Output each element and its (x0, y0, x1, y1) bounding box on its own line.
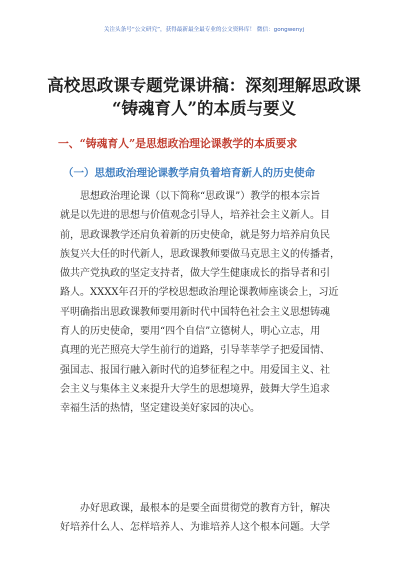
body-paragraph-1 (60, 187, 360, 419)
paragraph-line: 前，思政课教学还肩负着新的历史使命，就是努力培养肩负民 (60, 229, 330, 241)
paragraph-line: 族复兴大任的时代新人，思政课教师要做马克思主义的传播者， (60, 248, 340, 260)
paragraph-line: 幸福生活的热情，坚定建设美好家园的决心。 (60, 403, 260, 415)
paragraph-line: 育人的历史使命，要用“四个自信”立德树人，明心立志，用 (60, 326, 321, 338)
paragraph-line: 真理的光芒照亮大学生前行的道路，引导莘莘学子把爱国情、 (60, 345, 330, 357)
title-line-2: “铸魂育人”的本质与要义 (112, 99, 296, 118)
paragraph-line: 办好思政课，最根本的是要全面贯彻党的教育方针，解决 (80, 503, 330, 514)
paragraph-line: 做共产党执政的坚定支持者，做大学生健康成长的指导者和引 (60, 268, 330, 280)
title-line-1: 高校思政课专题党课讲稿：深刻理解思政课 (47, 76, 361, 95)
paragraph-line: 平明确指出思政课教师要用新时代中国特色社会主义思想铸魂 (60, 306, 330, 318)
section-heading-1: 一、“铸魂育人”是思想政治理论课教学的本质要求 (58, 137, 298, 150)
paragraph-line: 就是以先进的思想与价值观念引导人，培养社会主义新人。目 (60, 210, 330, 222)
paragraph-line: 思想政治理论课（以下简称“思政课”）教学的根本宗旨 (80, 191, 321, 202)
document-title (40, 74, 368, 120)
header-banner: 关注头条号“公文研究”，获得最新最全最专业的公文资料库！ 微信：gongwenyj (103, 27, 305, 33)
body-paragraph-2 (60, 499, 360, 538)
paragraph-line: 好培养什么人、怎样培养人、为谁培养人这个根本问题。大学 (60, 522, 330, 534)
subsection-heading-1: （一）思想政治理论课教学肩负着培育新人的历史使命 (63, 167, 315, 179)
paragraph-line: 路人。XXXX年召开的学校思想政治理论课教师座谈会上，习近 (60, 287, 339, 299)
paragraph-line: 会主义与集体主义来提升大学生的思想境界，鼓舞大学生追求 (60, 383, 330, 395)
paragraph-line: 强国志、报国行融入新时代的追梦征程之中。用爱国主义、社 (60, 364, 330, 376)
